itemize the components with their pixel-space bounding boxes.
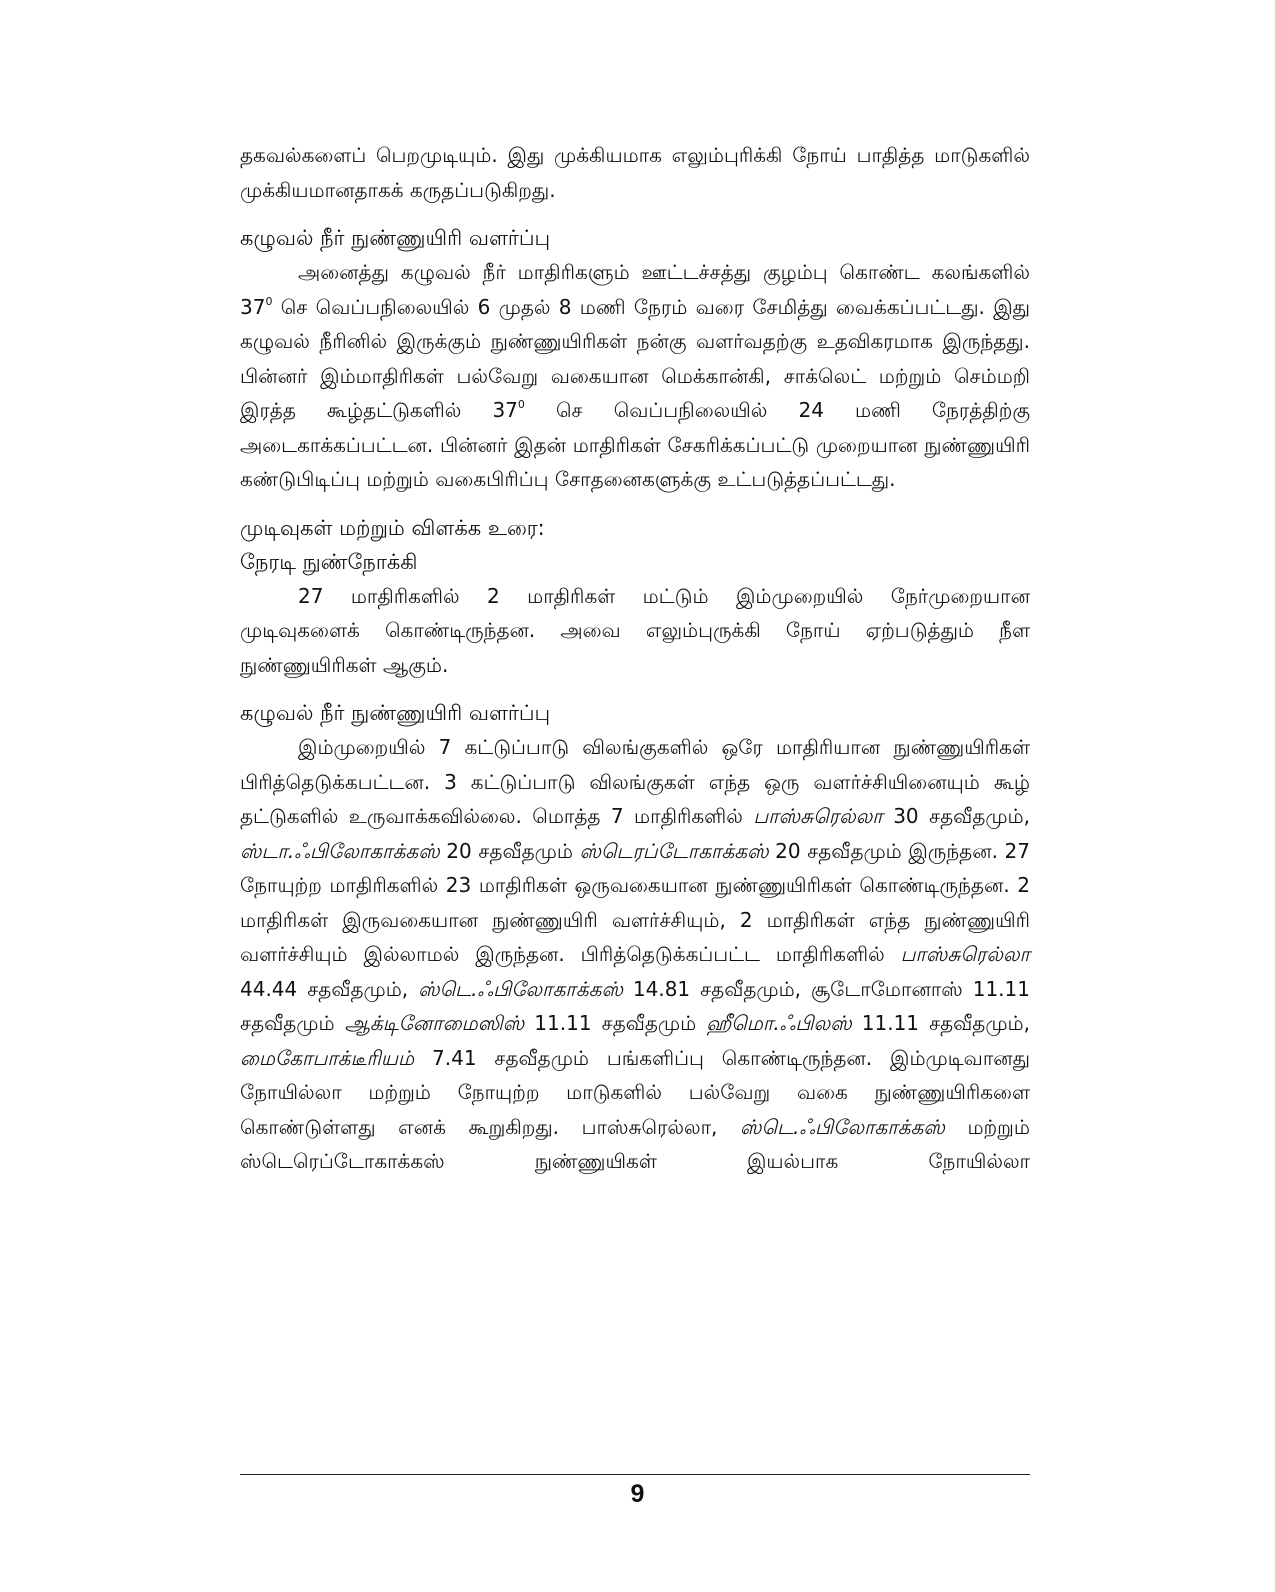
text-run: 30 சதவீதமும்,	[882, 804, 1031, 828]
footer-rule	[240, 1474, 1030, 1475]
text-run: செ வெப்பநிலையில் 6 முதல் 8 மணி நேரம் வரை சேமித்து வைக்கப்பட்டது. இது கழுவல் நீரினில் இருக்கும் நுண்ணுயிரிகள் நன்கு வளர்வதற்கு உதவிகரமாக இருந்தது. பின்னர் இம்மாதிரிகள் பல்வேறு வகையான மெக்கான்கி, சாக்லெட் மற்றும் செம்மறி இரத்த கூழ்தட்டுகளில் 37	[240, 294, 1030, 422]
paragraph-direct-microscopy: 27 மாதிரிகளில் 2 மாதிரிகள் மட்டும் இம்முறையில் நேர்முறையான முடிவுகளைக் கொண்டிருந்தன. அவை எலும்புருக்கி நோய் ஏற்படுத்தும் நீள நுண்ணுயிரிகள் ஆகும்.	[240, 583, 1030, 677]
section-heading-wash-culture: கழுவல் நீர் நுண்ணுயிரி வளர்ப்பு	[240, 226, 551, 250]
organism-name: ஸ்டெ.ஃபிலோகாக்கஸ்	[740, 1114, 945, 1139]
degree-superscript: 0	[517, 398, 525, 411]
text-run: 20 சதவீதமும் இருந்தன. 27 நோயுற்ற மாதிரிகளில் 23 மாதிரிகள் ஒருவகையான நுண்ணுயிரிகள் கொண்டிருந்தன. 2 மாதிரிகள் இருவகையான நுண்ணுயிரி வளர்ச்சியும், 2 மாதிரிகள் எந்த நுண்ணுயிரி வளர்ச்சியும் இல்லாமல் இருந்தன. பிரித்தெடுக்கப்பட்ட மாதிரிகளில்	[240, 838, 1030, 966]
text-run: செ வெப்பநிலையில் 24 மணி நேரத்திற்கு அடைகாக்கப்பட்டன. பின்னர் இதன் மாதிரிகள் சேகரிக்கப்பட்டு முறையான நுண்ணுயிரி கண்டுபிடிப்பு மற்றும் வகைபிரிப்பு சோதனைகளுக்கு உட்படுத்தப்பட்டது.	[240, 398, 1030, 491]
organism-name: பாஸ்சுரெல்லா	[900, 942, 1030, 966]
paragraph-intro-continuation: தகவல்களைப் பெறமுடியும். இது முக்கியமாக எலும்புரிக்கி நோய் பாதித்த மாடுகளில் முக்கியமானதாகக் கருதப்படுகிறது.	[240, 143, 1030, 202]
section-heading-results-discussion: முடிவுகள் மற்றும் விளக்க உரை:	[240, 515, 545, 540]
paragraph-culture-results	[240, 730, 1030, 1179]
organism-name: ஸ்டா.ஃபிலோகாக்கஸ்	[240, 838, 440, 863]
organism-name: ஸ்டெ.ஃபிலோகாக்கஸ்	[418, 976, 623, 1001]
text-run: 11.11 சதவீதமும்,	[851, 1011, 1030, 1035]
organism-name: ஸ்டெரப்டோகாக்கஸ்	[579, 838, 769, 863]
subsection-heading-wash-culture-results: கழுவல் நீர் நுண்ணுயிரி வளர்ப்பு	[240, 701, 551, 725]
paragraph-wash-culture-method	[240, 255, 1030, 497]
spacer	[240, 497, 1030, 511]
text-run: அனைத்து கழுவல் நீர் மாதிரிகளும் ஊட்டச்சத்து குழம்பு கொண்ட கலங்களில் 37	[240, 260, 1030, 319]
organism-name: ஆக்டினோமைஸிஸ்	[344, 1011, 525, 1035]
text-run: 20 சதவீதமும்	[439, 838, 580, 863]
spacer	[240, 682, 1030, 696]
organism-name: பாஸ்சுரெல்லா	[753, 804, 883, 828]
text-run: 11.11 சதவீதமும்	[524, 1011, 707, 1035]
organism-name: ஹீமொ.ஃபிலஸ்	[706, 1011, 852, 1035]
page-number: 9	[630, 1480, 645, 1508]
page-body	[240, 138, 1030, 1179]
subsection-heading-direct-microscopy: நேரடி நுண்நோக்கி	[240, 549, 418, 574]
text-run: மற்றும் ஸ்டெரெப்டோகாக்கஸ் நுண்ணுயிகள் இயல்பாக நோயில்லா	[240, 1114, 1030, 1173]
text-run: 7.41 சதவீதமும் பங்களிப்பு கொண்டிருந்தன. இம்முடிவானது நோயில்லா மற்றும் நோயுற்ற மாடுகளில் பல்வேறு வகை நுண்ணுயிரிகளை கொண்டுள்ளது எனக் கூறுகிறது. பாஸ்சுரெல்லா,	[240, 1045, 1030, 1139]
degree-superscript: 0	[265, 294, 273, 308]
organism-name: மைகோபாக்டீரியம்	[240, 1045, 415, 1070]
text-run: 14.81 சதவீதமும், சூடோமோனாஸ் 11.11 சதவீதமும்	[240, 976, 1030, 1035]
text-run: இம்முறையில் 7 கட்டுப்பாடு விலங்குகளில் ஒரே மாதிரியான நுண்ணுயிரிகள் பிரித்தெடுக்கபட்டன. 3 கட்டுப்பாடு விலங்குகள் எந்த ஒரு வளர்ச்சியினையும் கூழ் தட்டுகளில் உருவாக்கவில்லை. மொத்த 7 மாதிரிகளில்	[240, 735, 1030, 828]
text-run: 44.44 சதவீதமும்,	[240, 976, 419, 1001]
spacer	[240, 207, 1030, 221]
